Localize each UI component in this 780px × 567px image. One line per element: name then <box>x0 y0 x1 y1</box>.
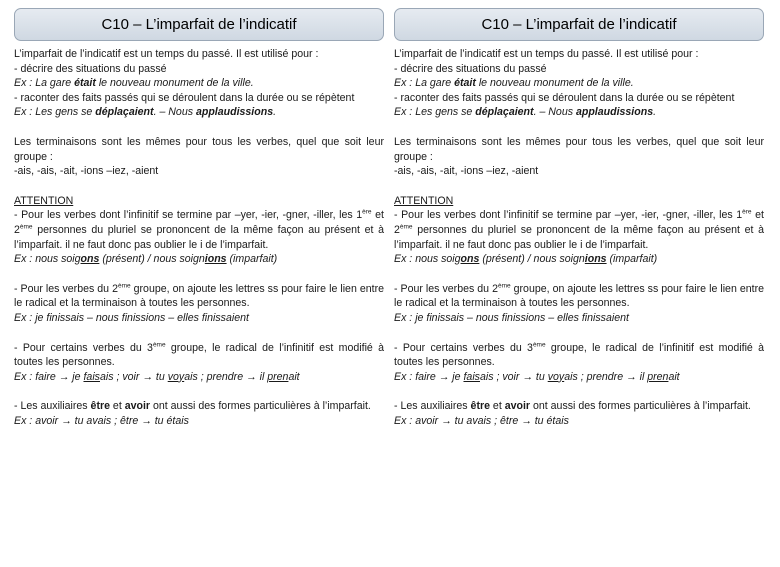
endings-text: Les terminaisons sont les mêmes pour tous les verbes, quel que soit leur groupe : <box>394 135 764 163</box>
intro-line: L’imparfait de l’indicatif est un temps du passé. Il est utilisé pour : <box>14 48 319 60</box>
third-group-example: Ex : faire → je faisais ; voir → tu voyais ; prendre → il prenait <box>394 370 680 383</box>
second-group-text: - Pour les verbes du 2ème groupe, on ajoute les lettres ss pour faire le lien entre le radical et la terminaison à toutes les personnes. <box>394 282 764 310</box>
second-group-block <box>394 282 764 326</box>
auxiliaries-text: - Les auxiliaires être et avoir ont aussi des formes particulières à l’imparfait. <box>14 400 371 413</box>
attention-example: Ex : nous soigons (présent) / nous soignions (imparfait) <box>394 253 658 266</box>
lesson-title: C10 – L’imparfait de l’indicatif <box>14 8 384 41</box>
auxiliaries-example: Ex : avoir → tu avais ; être → tu étais <box>14 414 189 427</box>
arrow-right-icon: → <box>61 414 72 427</box>
attention-text: - Pour les verbes dont l’infinitif se termine par –yer, -ier, -gner, -iller, les 1ère et 2ème personnes du pluriel se prononcent de la même façon au présent et à l’imparfait. il ne faut donc pas oublier le i de l’imparfait. <box>394 208 764 251</box>
third-group-example: Ex : faire → je faisais ; voir → tu voyais ; prendre → il prenait <box>14 370 300 383</box>
lesson-card-left <box>14 8 384 443</box>
arrow-right-icon: → <box>246 370 257 383</box>
second-group-block <box>14 282 384 326</box>
third-group-block <box>14 341 384 385</box>
intro-line: L’imparfait de l’indicatif est un temps du passé. Il est utilisé pour : <box>394 48 699 60</box>
attention-text: - Pour les verbes dont l’infinitif se termine par –yer, -ier, -gner, -iller, les 1ère et 2ème personnes du pluriel se prononcent de la même façon au présent et à l’imparfait. il ne faut donc pas oublier le i de l’imparfait. <box>14 208 384 251</box>
attention-example: Ex : nous soigons (présent) / nous soignions (imparfait) <box>14 253 278 266</box>
lesson-title: C10 – L’imparfait de l’indicatif <box>394 8 764 41</box>
intro-example-2: Ex : Les gens se déplaçaient. – Nous applaudissions. <box>14 106 277 119</box>
endings-block <box>14 135 384 179</box>
lesson-body <box>14 47 384 428</box>
endings-text: Les terminaisons sont les mêmes pour tous les verbes, quel que soit leur groupe : <box>14 135 384 163</box>
intro-example-1: Ex : La gare était le nouveau monument de la ville. <box>394 77 634 90</box>
arrow-right-icon: → <box>441 414 452 427</box>
attention-heading: ATTENTION <box>14 194 74 207</box>
second-group-example: Ex : je finissais – nous finissions – elles finissaient <box>14 311 249 324</box>
intro-narrate: - raconter des faits passés qui se déroulent dans la durée ou se répètent <box>394 91 735 104</box>
third-group-block <box>394 341 764 385</box>
lesson-card-right <box>394 8 764 443</box>
intro-describe: - décrire des situations du passé <box>394 62 547 75</box>
arrow-right-icon: → <box>521 414 532 427</box>
arrow-right-icon: → <box>626 370 637 383</box>
auxiliaries-block <box>394 399 764 428</box>
attention-block <box>394 194 764 267</box>
arrow-right-icon: → <box>438 370 450 383</box>
arrow-right-icon: → <box>58 370 70 383</box>
endings-list: -ais, -ais, -ait, -ions –iez, -aient <box>14 165 159 178</box>
intro-block <box>394 47 764 120</box>
endings-list: -ais, -ais, -ait, -ions –iez, -aient <box>394 165 539 178</box>
endings-block <box>394 135 764 179</box>
arrow-right-icon: → <box>141 414 152 427</box>
third-group-text: - Pour certains verbes du 3ème groupe, le radical de l’infinitif est modifié à toutes les personnes. <box>394 340 765 369</box>
lesson-body <box>394 47 764 428</box>
intro-example-1: Ex : La gare était le nouveau monument de la ville. <box>14 77 254 90</box>
auxiliaries-block <box>14 399 384 428</box>
second-group-example: Ex : je finissais – nous finissions – elles finissaient <box>394 311 629 324</box>
third-group-text: - Pour certains verbes du 3ème groupe, le radical de l’infinitif est modifié à toutes les personnes. <box>14 340 385 369</box>
intro-example-2: Ex : Les gens se déplaçaient. – Nous applaudissions. <box>394 106 657 119</box>
intro-block <box>14 47 384 120</box>
arrow-right-icon: → <box>522 370 533 383</box>
attention-heading: ATTENTION <box>394 194 454 207</box>
second-group-text: - Pour les verbes du 2ème groupe, on ajoute les lettres ss pour faire le lien entre le radical et la terminaison à toutes les personnes. <box>14 282 384 310</box>
auxiliaries-example: Ex : avoir → tu avais ; être → tu étais <box>394 414 569 427</box>
arrow-right-icon: → <box>142 370 153 383</box>
attention-block <box>14 194 384 267</box>
auxiliaries-text: - Les auxiliaires être et avoir ont aussi des formes particulières à l’imparfait. <box>394 400 751 413</box>
intro-describe: - décrire des situations du passé <box>14 62 167 75</box>
intro-narrate: - raconter des faits passés qui se déroulent dans la durée ou se répètent <box>14 91 355 104</box>
